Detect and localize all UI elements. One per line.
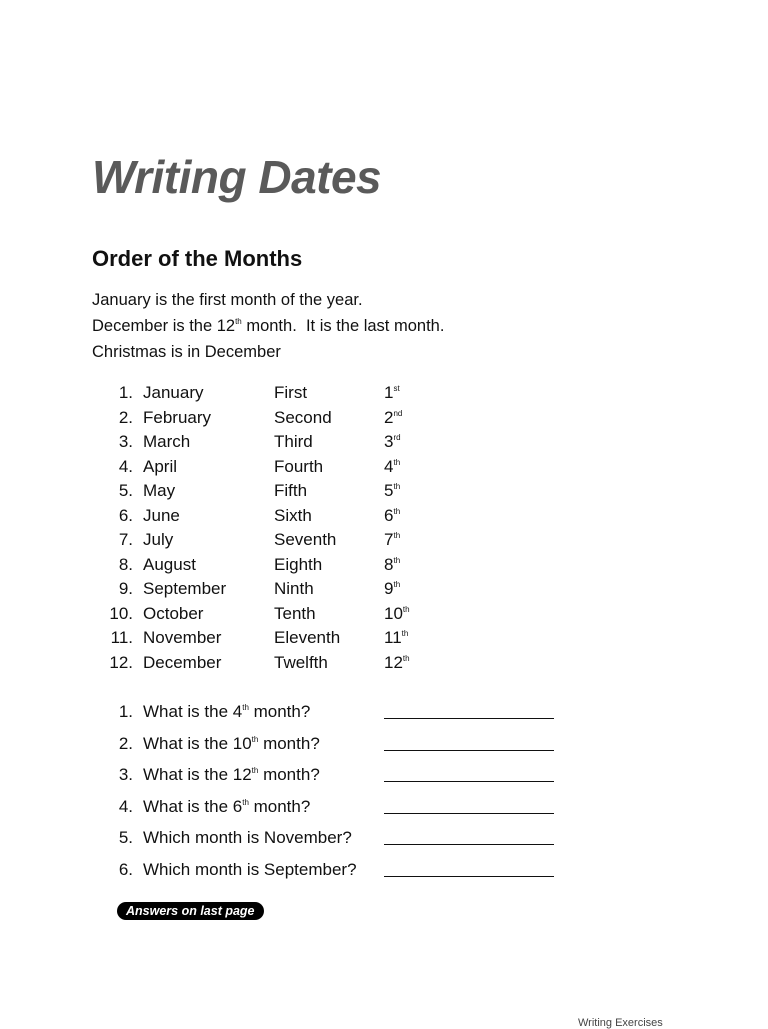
intro-line-2-text: December is the 12 xyxy=(92,317,236,335)
month-row xyxy=(100,626,440,651)
ordinal-suffix: th xyxy=(242,703,249,712)
question-row xyxy=(100,793,560,825)
ordinal-word: Twelfth xyxy=(274,652,328,672)
answers-badge: Answers on last page xyxy=(117,902,264,920)
intro-line-2 xyxy=(92,313,444,339)
ordinal-suffix: th xyxy=(393,482,401,491)
ordinal-number xyxy=(384,577,400,602)
ordinal-suffix: th xyxy=(401,629,409,638)
ordinal-digits: 8 xyxy=(384,554,394,574)
month-row xyxy=(100,602,440,627)
ordinal-number xyxy=(384,381,400,406)
month-name: July xyxy=(143,530,174,549)
month-name: December xyxy=(143,652,222,672)
question-row xyxy=(100,856,560,888)
question-text xyxy=(143,761,320,789)
ordinal-number xyxy=(384,626,408,651)
page-title: Writing Dates xyxy=(92,151,382,203)
month-row xyxy=(100,651,440,676)
ordinal-word: Sixth xyxy=(274,505,312,525)
ordinal-suffix: th xyxy=(393,580,401,589)
ordinal-word: Eleventh xyxy=(274,628,341,647)
month-name: October xyxy=(143,603,204,623)
ordinal-number xyxy=(384,455,400,480)
answer-line[interactable] xyxy=(384,781,554,782)
month-name: January xyxy=(143,383,204,402)
month-number: 12. xyxy=(109,652,133,672)
month-number: 7. xyxy=(118,530,133,549)
question-row xyxy=(100,824,560,856)
month-number: 3. xyxy=(118,432,133,451)
intro-line-2-rest: month. It is the last month. xyxy=(241,317,445,335)
question-text xyxy=(143,856,357,884)
question-text-end: month? xyxy=(248,796,311,816)
ordinal-word: Tenth xyxy=(274,603,316,623)
ordinal-digits: 2 xyxy=(384,407,394,427)
month-row xyxy=(100,577,440,602)
question-number: 5. xyxy=(118,828,133,848)
ordinal-digits: 1 xyxy=(384,383,394,402)
ordinal-digits: 12 xyxy=(384,652,403,672)
month-row xyxy=(100,553,440,578)
ordinal-digits: 6 xyxy=(384,505,394,525)
question-row xyxy=(100,730,560,762)
question-text-end: month? xyxy=(258,765,320,785)
month-name: June xyxy=(143,505,180,525)
ordinal-number xyxy=(384,651,410,676)
month-number: 5. xyxy=(118,481,133,500)
question-text-start: What is the 10 xyxy=(143,733,252,753)
ordinal-suffix: st xyxy=(393,384,400,393)
month-number: 9. xyxy=(118,579,133,598)
ordinal-number xyxy=(384,479,400,504)
ordinal-suffix: th xyxy=(393,506,401,516)
month-row xyxy=(100,504,440,529)
intro-line-3: Christmas is in December xyxy=(92,343,281,361)
ordinal-digits: 5 xyxy=(384,481,394,500)
month-row xyxy=(100,479,440,504)
month-row xyxy=(100,381,440,406)
answer-line[interactable] xyxy=(384,813,554,814)
month-number: 4. xyxy=(118,456,133,476)
footer-text: Writing Exercises xyxy=(578,1017,663,1029)
question-number: 1. xyxy=(118,702,133,721)
month-row xyxy=(100,528,440,553)
ordinal-word: Seventh xyxy=(274,530,337,549)
answer-line[interactable] xyxy=(384,876,554,877)
ordinal-digits: 11 xyxy=(384,628,402,647)
month-name: September xyxy=(143,579,227,598)
questions-list xyxy=(100,698,560,888)
intro-paragraph xyxy=(92,287,444,365)
ordinal-suffix: th xyxy=(393,555,401,565)
answer-line[interactable] xyxy=(384,750,554,751)
month-name: February xyxy=(143,407,212,427)
ordinal-digits: 10 xyxy=(384,603,403,623)
question-number: 6. xyxy=(118,859,133,879)
section-title: Order of the Months xyxy=(92,246,303,271)
ordinal-suffix: th xyxy=(242,797,249,807)
month-number: 8. xyxy=(118,554,133,574)
question-text xyxy=(143,698,310,726)
month-name: May xyxy=(143,481,176,500)
ordinal-word: Fourth xyxy=(274,456,324,476)
question-text xyxy=(143,824,352,852)
ordinal-digits: 4 xyxy=(384,456,394,476)
question-row xyxy=(100,698,560,730)
month-number: 6. xyxy=(118,505,133,525)
ordinal-suffix: th xyxy=(251,766,259,776)
month-name: April xyxy=(143,456,178,476)
month-number: 1. xyxy=(118,383,133,402)
ordinal-word: Fifth xyxy=(274,481,308,500)
question-number: 3. xyxy=(118,765,133,785)
month-number: 11. xyxy=(110,628,133,647)
question-text-end: month? xyxy=(258,733,320,753)
months-list xyxy=(100,381,440,675)
month-number: 10. xyxy=(109,603,133,623)
answer-line[interactable] xyxy=(384,718,554,719)
ordinal-word: First xyxy=(274,383,308,402)
question-text-start: What is the 6 xyxy=(143,796,243,816)
ordinal-suffix: th xyxy=(235,317,242,326)
month-row xyxy=(100,406,440,431)
intro-line-1: January is the first month of the year. xyxy=(92,291,363,309)
ordinal-number xyxy=(384,504,400,529)
ordinal-digits: 3 xyxy=(384,432,394,451)
month-name: November xyxy=(143,628,222,647)
ordinal-digits: 7 xyxy=(384,530,394,549)
question-number: 2. xyxy=(118,733,133,753)
month-name: March xyxy=(143,432,191,451)
answer-line[interactable] xyxy=(384,844,554,845)
month-number: 2. xyxy=(118,407,133,427)
ordinal-word: Second xyxy=(274,407,332,427)
question-text xyxy=(143,730,320,758)
ordinal-number xyxy=(384,602,410,627)
ordinal-word: Third xyxy=(274,432,313,451)
ordinal-number xyxy=(384,406,402,431)
month-row xyxy=(100,455,440,480)
ordinal-suffix: th xyxy=(393,531,401,540)
ordinal-number xyxy=(384,430,401,455)
question-text xyxy=(143,793,310,821)
ordinal-suffix: nd xyxy=(393,408,403,418)
question-text-start: Which month is November? xyxy=(143,828,352,848)
ordinal-digits: 9 xyxy=(384,579,394,598)
question-row xyxy=(100,761,560,793)
ordinal-word: Eighth xyxy=(274,554,323,574)
ordinal-number xyxy=(384,528,400,553)
ordinal-suffix: th xyxy=(393,457,401,467)
month-name: August xyxy=(143,554,196,574)
question-number: 4. xyxy=(118,796,133,816)
ordinal-word: Ninth xyxy=(274,579,314,598)
question-text-start: What is the 12 xyxy=(143,765,252,785)
question-text-start: Which month is September? xyxy=(143,859,357,879)
question-text-end: month? xyxy=(248,702,311,721)
ordinal-suffix: th xyxy=(251,734,259,744)
ordinal-suffix: rd xyxy=(393,433,401,442)
ordinal-suffix: th xyxy=(402,604,410,614)
ordinal-number xyxy=(384,553,400,578)
month-row xyxy=(100,430,440,455)
question-text-start: What is the 4 xyxy=(143,702,243,721)
ordinal-suffix: th xyxy=(402,653,410,663)
